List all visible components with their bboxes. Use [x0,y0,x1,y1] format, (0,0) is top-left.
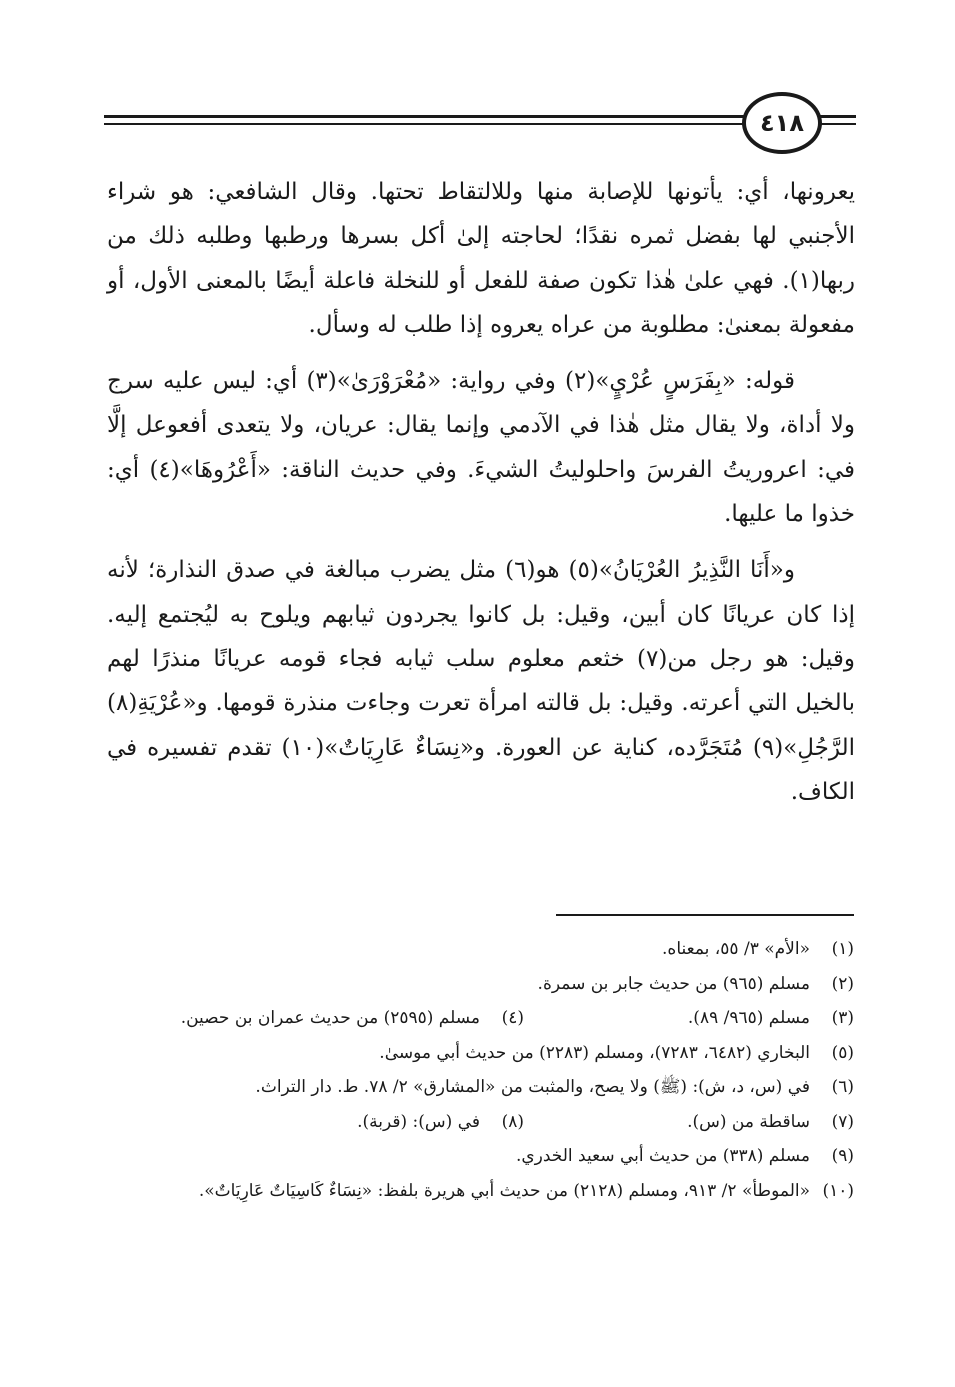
footnote-8 [100,1105,524,1140]
footnotes [100,932,854,1208]
footnote-number: (٥) [831,1042,854,1063]
footnote-row-3-4 [100,1001,854,1036]
footnote-3 [524,1001,854,1036]
footnote-number: (٦) [831,1077,854,1097]
footnote-5 [100,1036,854,1071]
paragraph-2: قوله: «بِفَرَسٍ عُرْيٍ»(٢) وفي رواية: «مُعْرَوْرَىٰ»(٣) أي: ليس عليه سرج ولا أداة، ولا يقال مثل هٰذا في الآدمي وإنما يقال: عريان، ولا يتعدى أفعوعل إلَّا في: اعروريتُ الفرسَ واحلوليتُ الشيءَ. وفي حديث الناقة: «أَعْرُوهَا»(٤) أي: خذوا ما عليها. [107,368,855,528]
footnote-number: (٨) [501,1111,524,1132]
footnote-4 [100,1001,524,1036]
footnote-text: مسلم (٩٦٥) من حديث جابر بن سمرة. [537,973,810,994]
footnote-row-7-8 [100,1105,854,1140]
header-rule-bottom [104,123,744,125]
footnote-separator [556,914,854,916]
footnote-2 [100,967,854,1002]
footnote-text: في (س، د، ش): (ﷺ) ولا يصح، والمثبت من «المشارق» ٢/ ٧٨. ط. دار التراث. [255,1077,810,1097]
footnote-text: مسلم (٢٥٩٥) من حديث عمران بن حصين. [180,1008,480,1028]
footnote-number: (١) [831,939,854,959]
footnote-text: «الموطأ» ٢/ ٩١٣، ومسلم (٢١٢٨) من حديث أبي هريرة بلفظ: «نِسَاءٌ كَاسِيَاتٌ عَارِيَاتٌ». [198,1180,810,1201]
footnote-text: «الأم» ٣/ ٥٥، بمعناه. [662,939,810,959]
page-header [104,92,856,154]
page-number: ٤١٨ [742,92,822,154]
footnote-text: ساقطة من (س). [687,1111,810,1132]
footnote-text: مسلم (٣٣٨) من حديث أبي سعيد الخدري. [515,1146,810,1166]
footnote-number: (١٠) [822,1180,854,1201]
paragraph-1: يعرونها، أي: يأتونها للإصابة منها وللالتقاط تحتها. وقال الشافعي: هو شراء الأجنبي لها بفضل ثمره نقدًا؛ لحاجته إلىٰ أكل بسرها ورطبها وطلبه ذلك من ربها(١). فهي علىٰ هٰذا تكون صفة للفعل أو للنخلة فاعلة أيضًا بالمعنى الأول، أو مفعولة بمعنىٰ: مطلوبة من عراه يعروه إذا طلب له وسأل. [107,179,855,338]
footnote-10 [100,1174,854,1209]
footnote-text: في (س): (قربة). [357,1111,480,1132]
main-text [107,170,855,826]
footnote-text: البخاري (٦٤٨٢، ٧٢٨٣)، ومسلم (٢٢٨٣) من حديث أبي موسىٰ. [379,1042,810,1063]
header-rule-top [104,115,744,118]
footnote-number: (٧) [831,1111,854,1132]
footnote-number: (٢) [831,973,854,994]
footnote-6 [100,1070,854,1105]
paragraph-3: و«أَنَا النَّذِيرُ العُرْيَانُ»(٥) هو(٦) مثل يضرب مبالغة في صدق النذارة؛ لأنه إذا كان عريانًا كان أبين، وقيل: بل كانوا يجردون ثيابهم ويلوح به ليُجتمع إليه. وقيل: هو رجل من(٧) خثعم معلوم سلب ثيابه فجاء قومه عريانًا منذرًا لهم بالخيل التي أعرته. وقيل: بل قالته امرأة تعرت وجاءت منذرة قومها. و«عُرْيَةِ(٨) الرَّجُلِ»(٩) مُتَجَرَّده، كناية عن العورة. و«نِسَاءٌ عَارِيَاتٌ»(١٠) تقدم تفسيره في الكاف. [107,557,855,805]
footnote-number: (٤) [501,1008,524,1028]
footnote-7 [524,1105,854,1140]
footnote-number: (٣) [831,1008,854,1028]
footnote-number: (٩) [831,1146,854,1166]
footnote-9 [100,1139,854,1174]
footnote-1 [100,932,854,967]
footnote-text: مسلم (٩٦٥/ ٨٩). [687,1008,810,1028]
